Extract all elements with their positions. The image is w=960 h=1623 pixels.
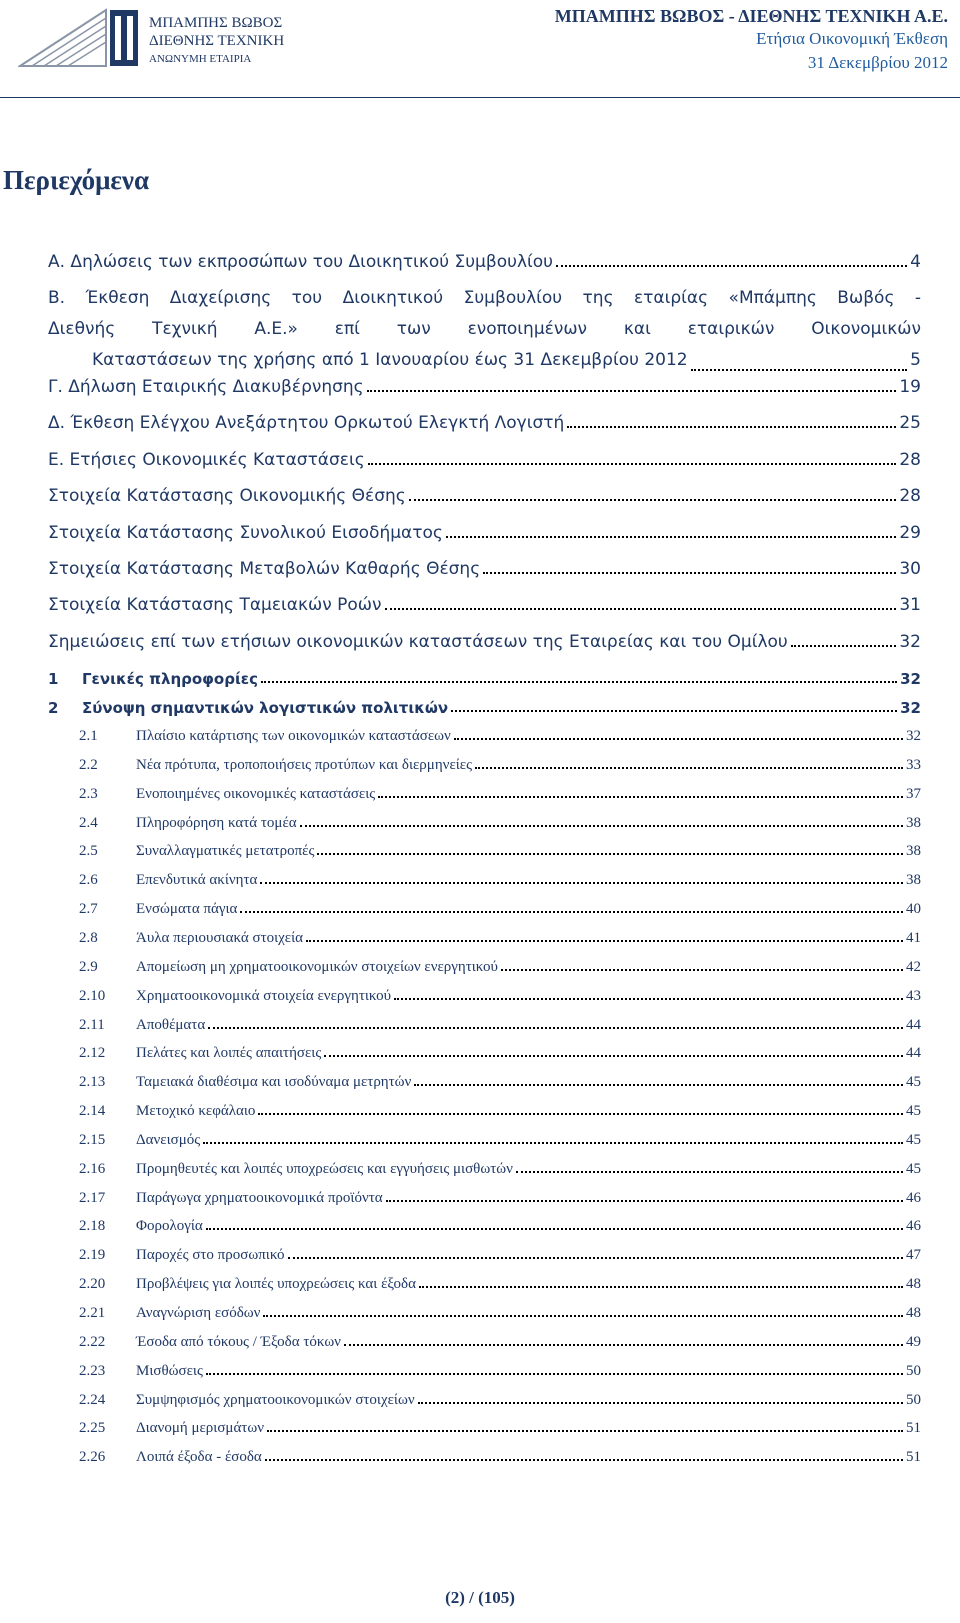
toc-entry-text (79, 1247, 285, 1264)
toc-entry-number: 2.15 (79, 1131, 106, 1148)
toc-entry-text (79, 1392, 415, 1409)
toc-entry-label: Αποθέματα (136, 1016, 206, 1033)
toc-leader-dots (378, 796, 903, 798)
toc-entry-label: Συναλλαγματικές μετατροπές (136, 843, 315, 860)
toc-entry[interactable] (79, 728, 921, 745)
toc-entry-text (79, 1449, 262, 1466)
toc-leader-dots (258, 1113, 903, 1115)
toc-entry-text (79, 1045, 321, 1062)
toc-leader-dots (419, 1286, 903, 1288)
toc-leader-dots (501, 969, 903, 971)
toc-entry-text (79, 786, 375, 803)
logo-line3: ΑΝΩΝΥΜΗ ΕΤΑΙΡΙΑ (149, 53, 252, 65)
toc-leader-dots (386, 1200, 903, 1202)
toc-entry[interactable] (79, 1132, 921, 1149)
toc-entry-page: 19 (899, 377, 921, 397)
toc-entry-page: 40 (906, 901, 921, 918)
toc-leader-dots (263, 1315, 903, 1317)
toc-entry-text (79, 988, 391, 1005)
toc-entry-label: Σύνοψη σημαντικών λογιστικών πολιτικών (82, 699, 449, 717)
toc-entry-number: 2.26 (79, 1449, 106, 1466)
toc-entry[interactable] (48, 450, 921, 470)
toc-entry-label: Διανομή μερισμάτων (136, 1420, 264, 1437)
toc-entry-text: Στοιχεία Κατάστασης Μεταβολών Καθαρής Θέσης (48, 559, 481, 579)
toc-entry-text (79, 1276, 416, 1293)
toc-entry-number: 2.5 (79, 843, 98, 860)
toc-entry[interactable] (48, 559, 921, 579)
toc-leader-dots (483, 572, 896, 574)
toc-entry-page: 38 (906, 843, 921, 860)
toc-entry-page: 38 (906, 872, 921, 889)
toc-entry-number: 2.9 (79, 958, 98, 975)
toc-entry-label: Φορολογία (136, 1218, 203, 1235)
toc-entry-number: 2.16 (79, 1160, 106, 1177)
logo-emblem-icon (18, 6, 143, 68)
toc-entry-label: Παροχές στο προσωπικό (136, 1247, 285, 1264)
toc-leader-dots (556, 265, 907, 267)
toc-entry-page: 37 (906, 785, 921, 802)
toc-entry-page: 42 (906, 958, 921, 975)
toc-entry[interactable] (79, 959, 921, 976)
toc-leader-dots (300, 825, 903, 827)
toc-entry-label: Μετοχικό κεφάλαιο (136, 1103, 256, 1120)
toc-entry-page: 45 (906, 1103, 921, 1120)
toc-leader-dots (516, 1171, 903, 1173)
toc-entry-page: 44 (906, 1016, 921, 1033)
toc-entry-a[interactable] (48, 252, 921, 272)
toc-entry-label: Επενδυτικά ακίνητα (136, 872, 258, 889)
toc-leader-dots (394, 998, 903, 1000)
toc-entry-number: 2.2 (79, 756, 98, 773)
toc-entry-page: 41 (906, 929, 921, 946)
toc-entry-page: 38 (906, 814, 921, 831)
logo-text (149, 14, 284, 68)
toc-entry[interactable] (79, 1334, 921, 1351)
toc-leader-dots (240, 911, 903, 913)
toc-entry-page: 45 (906, 1160, 921, 1177)
toc-entry-label: Δανεισμός (136, 1131, 201, 1148)
toc-entry[interactable] (79, 1247, 921, 1264)
toc-entry-page: 48 (906, 1276, 921, 1293)
toc-entry-label: Προμηθευτές και λοιπές υποχρεώσεις και εγγυήσεις μισθωτών (136, 1160, 513, 1177)
toc-leader-dots (368, 463, 897, 465)
toc-entry-text (79, 901, 237, 918)
toc-entry-page: 28 (899, 449, 921, 470)
toc-entry-text: Ε. Ετήσιες Οικονομικές Καταστάσεις (48, 449, 365, 470)
toc-entry[interactable] (79, 757, 921, 774)
toc-entry-text (79, 1305, 260, 1322)
toc-entry-page: 50 (906, 1362, 921, 1379)
toc-entry-b-line1: Β. Έκθεση Διαχείρισης του Διοικητικού Συμβουλίου της εταιρίας «Μπάμπης Βωβός - (48, 288, 921, 308)
toc-entry[interactable] (48, 699, 921, 717)
header-report: Ετήσια Οικονομική Έκθεση (756, 29, 948, 48)
toc-entry-text: Σημειώσεις επί των ετήσιων οικονομικών καταστάσεων της Εταιρείας και του Ομίλου (48, 631, 788, 652)
toc-entry[interactable] (48, 377, 921, 397)
toc-entry-number: 2.1 (79, 728, 98, 744)
toc-entry[interactable] (79, 1420, 921, 1437)
toc-leader-dots (324, 1055, 903, 1057)
toc-entry[interactable] (48, 523, 921, 543)
toc-entry-number: 2.21 (79, 1305, 106, 1321)
toc-entry-text (79, 757, 472, 774)
toc-entry-number: 2.20 (79, 1276, 106, 1293)
toc-entry-page: 5 (910, 350, 921, 370)
toc-entry-number: 2.7 (79, 901, 98, 918)
toc-entry-text (79, 1190, 383, 1207)
toc-entry-text (79, 872, 257, 889)
toc-entry-page: 32 (899, 631, 921, 652)
toc-entry-page: 45 (906, 1074, 921, 1091)
toc-entry-text (48, 699, 448, 717)
toc-entry-text (79, 1218, 203, 1235)
toc-entry-label: Γενικές πληροφορίες (82, 670, 259, 688)
toc-leader-dots (206, 1228, 903, 1230)
toc-entry[interactable] (48, 632, 921, 652)
toc-entry-number: 2.23 (79, 1362, 106, 1379)
toc-entry-text (48, 670, 258, 688)
toc-entry[interactable] (79, 930, 921, 947)
header-company: ΜΠΑΜΠΗΣ ΒΩΒΟΣ - ΔΙΕΘΝΗΣ ΤΕΧΝΙΚΗ Α.Ε. (554, 6, 948, 26)
toc-entry-number: 2.18 (79, 1218, 106, 1235)
toc-entry[interactable] (79, 786, 921, 803)
toc-entry-page: 48 (906, 1305, 921, 1321)
toc-entry-label: Απομείωση μη χρηματοοικονομικών στοιχείων ενεργητικού (136, 958, 498, 975)
header-info (555, 5, 948, 75)
toc-entry-text (79, 959, 498, 976)
toc-entry-text (79, 1017, 205, 1034)
toc-entry-number: 2.17 (79, 1189, 106, 1206)
toc-entry[interactable] (79, 843, 921, 860)
toc-entry-page: 51 (906, 1449, 921, 1466)
toc-entry-label: Συμψηφισμός χρηματοοικονομικών στοιχείων (136, 1391, 415, 1408)
toc-entry-number: 2.22 (79, 1333, 106, 1350)
toc-entry-label: Ενσώματα πάγια (136, 901, 238, 918)
toc-leader-dots (344, 1344, 903, 1346)
page-number: (2) / (105) (445, 1588, 515, 1607)
toc-entry-page: 32 (900, 670, 921, 688)
toc-entry[interactable] (48, 670, 921, 688)
toc-entry-page: 50 (906, 1391, 921, 1408)
toc-leader-dots (206, 1373, 903, 1375)
toc-entry-label: Παράγωγα χρηματοοικονομικά προϊόντα (136, 1189, 383, 1206)
toc-leader-dots (414, 1084, 903, 1086)
logo-line2: ΔΙΕΘΝΗΣ ΤΕΧΝΙΚΗ (149, 33, 285, 49)
toc-leader-dots (265, 1459, 903, 1461)
toc-entry-text (79, 1103, 255, 1120)
toc-entry-number: 2.10 (79, 987, 106, 1004)
toc-entry[interactable] (79, 1045, 921, 1062)
toc-entry-page: 28 (899, 486, 921, 507)
toc-leader-dots (208, 1027, 903, 1029)
toc-entry-page: 25 (899, 413, 921, 434)
toc-entry-page: 46 (906, 1189, 921, 1206)
toc-entry-number: 2.25 (79, 1420, 106, 1437)
toc-entry[interactable] (79, 1276, 921, 1293)
toc-entry-text (79, 815, 297, 832)
toc-leader-dots (451, 710, 897, 712)
toc-entry-label: Πλαίσιο κατάρτισης των οικονομικών καταστάσεων (136, 728, 451, 744)
toc-entry-page: 43 (906, 987, 921, 1004)
toc-entry-label: Πελάτες και λοιπές απαιτήσεις (136, 1045, 322, 1062)
toc-leader-dots (791, 645, 897, 647)
toc-entry-number: 1 (48, 670, 59, 688)
toc-entry-number: 2.24 (79, 1391, 106, 1408)
toc-entry-text (79, 1363, 203, 1380)
toc-entry-page: 32 (900, 699, 921, 717)
toc-entry-b-line2: Διεθνής Τεχνική Α.Ε.» επί των ενοποιημένων και εταιρικών Οικονομικών (48, 319, 921, 339)
toc-leader-dots (267, 1430, 903, 1432)
toc-entry-page: 33 (906, 756, 921, 773)
toc-entry[interactable] (79, 1074, 921, 1091)
toc-entry-label: Νέα πρότυπα, τροποποιήσεις προτύπων και διερμηνείες (136, 756, 473, 773)
toc-entry[interactable] (79, 1017, 921, 1034)
toc-entry-text: Καταστάσεων της χρήσης από 1 Ιανουαρίου έως 31 Δεκεμβρίου 2012 (92, 350, 688, 370)
toc-entry-number: 2.4 (79, 814, 98, 831)
toc-leader-dots (454, 738, 903, 740)
toc-entry[interactable] (79, 1103, 921, 1120)
toc-entry-number: 2.8 (79, 929, 98, 946)
toc-entry-page: 30 (899, 559, 921, 579)
toc-entry[interactable] (48, 595, 921, 615)
toc-entry[interactable] (79, 988, 921, 1005)
toc-entry-page: 47 (906, 1247, 921, 1264)
toc-entry-text (79, 1161, 513, 1178)
toc-entry[interactable] (48, 413, 921, 433)
toc-entry-page: 51 (906, 1420, 921, 1437)
toc-entry-page: 45 (906, 1131, 921, 1148)
toc-entry[interactable] (79, 1392, 921, 1409)
toc-entry-b[interactable] (48, 283, 921, 376)
toc-entry[interactable] (79, 1190, 921, 1207)
toc-entry-label: Μισθώσεις (136, 1362, 203, 1379)
toc-entry-b-line3 (48, 345, 921, 376)
toc-leader-dots (260, 882, 903, 884)
toc-leader-dots (691, 369, 908, 371)
toc-entry-text (79, 1334, 341, 1351)
toc-leader-dots (385, 608, 897, 610)
toc-entry-label: Αναγνώριση εσόδων (136, 1305, 261, 1321)
toc-entry-text: Δ. Έκθεση Ελέγχου Ανεξάρτητου Ορκωτού Ελεγκτή Λογιστή (48, 413, 565, 434)
toc-leader-dots (261, 681, 897, 683)
toc-entry-page: 4 (910, 252, 921, 272)
toc-entry-number: 2.14 (79, 1103, 106, 1120)
toc-entry[interactable] (79, 1218, 921, 1235)
toc-entry-text (79, 1074, 411, 1091)
toc-entry-page: 31 (899, 595, 921, 616)
toc-entry-label: Προβλέψεις για λοιπές υποχρεώσεις και έξοδα (136, 1276, 416, 1293)
toc-entry-page: 29 (899, 522, 921, 543)
toc-entry-text: Γ. Δήλωση Εταιρικής Διακυβέρνησης (48, 377, 364, 397)
toc-entry-text: Α. Δηλώσεις των εκπροσώπων του Διοικητικού Συμβουλίου (48, 252, 554, 272)
toc-leader-dots (418, 1402, 903, 1404)
toc-entry-page: 32 (906, 728, 921, 744)
toc-entry[interactable] (79, 815, 921, 832)
toc-entry-text (79, 1420, 264, 1437)
toc-leader-dots (475, 767, 903, 769)
toc-entry[interactable] (79, 1305, 921, 1322)
toc-entry[interactable] (79, 872, 921, 889)
toc-entry-label: Ταμειακά διαθέσιμα και ισοδύναμα μετρητών (136, 1074, 412, 1091)
toc-leader-dots (446, 536, 896, 538)
toc-entry-number: 2.11 (79, 1016, 105, 1033)
toc-leader-dots (367, 390, 897, 392)
toc-leader-dots (409, 499, 897, 501)
page-title: Περιεχόμενα (3, 165, 150, 195)
toc-entry-text: Στοιχεία Κατάστασης Συνολικού Εισοδήματος (48, 522, 443, 543)
toc-leader-dots (306, 940, 903, 942)
toc-entry-number: 2.12 (79, 1045, 106, 1062)
toc-entry-text (79, 843, 314, 860)
toc-entry-label: Λοιπά έξοδα - έσοδα (136, 1449, 262, 1466)
toc-entry-text (79, 728, 451, 745)
toc-entry-number: 2 (48, 699, 59, 717)
toc-entry[interactable] (48, 486, 921, 506)
toc-entry-text: Στοιχεία Κατάστασης Ταμειακών Ροών (48, 595, 382, 616)
toc-entry-page: 44 (906, 1045, 921, 1062)
toc-entry-number: 2.19 (79, 1247, 106, 1264)
toc-entry-label: Χρηματοοικονομικά στοιχεία ενεργητικού (136, 987, 392, 1004)
header-divider (0, 97, 960, 98)
toc-entry-text: Στοιχεία Κατάστασης Οικονομικής Θέσης (48, 486, 406, 507)
toc-entry[interactable] (79, 901, 921, 918)
company-logo (18, 6, 318, 72)
toc-entry[interactable] (79, 1363, 921, 1380)
toc-entry-page: 49 (906, 1333, 921, 1350)
toc-entry-page: 46 (906, 1218, 921, 1235)
toc-leader-dots (203, 1142, 903, 1144)
toc-leader-dots (567, 426, 896, 428)
logo-line1: ΜΠΑΜΠΗΣ ΒΩΒΟΣ (149, 15, 283, 31)
toc-entry-label: Πληροφόρηση κατά τομέα (136, 814, 297, 831)
toc-entry[interactable] (79, 1449, 921, 1466)
toc-entry-label: Ενοποιημένες οικονομικές καταστάσεις (136, 785, 376, 802)
toc-entry-label: Έσοδα από τόκους / Έξοδα τόκων (136, 1333, 341, 1350)
toc-entry-text (79, 1132, 200, 1149)
header-date: 31 Δεκεμβρίου 2012 (807, 53, 948, 72)
toc-entry-number: 2.3 (79, 785, 98, 802)
toc-leader-dots (317, 853, 903, 855)
toc-leader-dots (288, 1257, 903, 1259)
toc-entry-label: Άυλα περιουσιακά στοιχεία (136, 929, 303, 946)
toc-entry[interactable] (79, 1161, 921, 1178)
toc-entry-number: 2.13 (79, 1074, 106, 1091)
toc-entry-text (79, 930, 303, 947)
toc-entry-number: 2.6 (79, 872, 98, 889)
